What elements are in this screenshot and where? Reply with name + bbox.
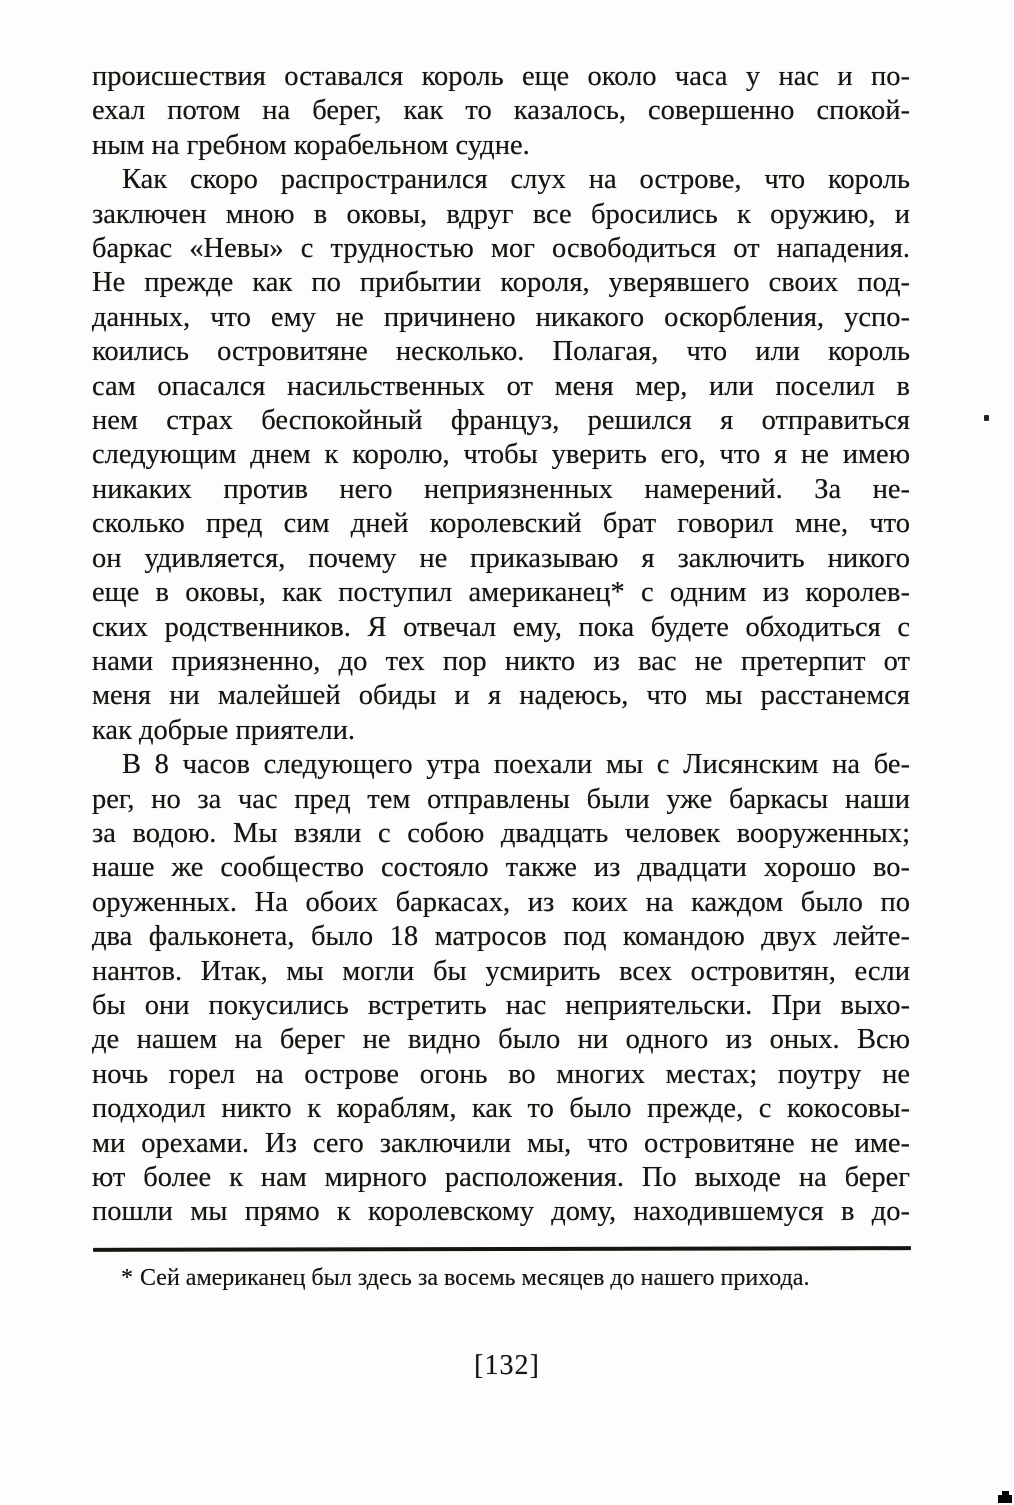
text-line: данных, что ему не причинено никакого оскорбления, успо-	[92, 301, 910, 333]
text-line: никаких против него неприязненных намерений. За не-	[92, 473, 910, 505]
page-number: [132]	[474, 1350, 540, 1381]
text-line: наше же сообщество состояло также из двадцати хорошо во-	[92, 852, 910, 884]
text-line: В 8 часов следующего утра поехали мы с Лисянским на бе-	[122, 749, 910, 781]
paragraph-2	[92, 163, 910, 748]
text-line: ехал потом на берег, как то казалось, совершенно спокой-	[92, 95, 910, 127]
text-line: оруженных. На обоих баркасах, из коих на каждом было по	[92, 886, 910, 918]
text-line: за водою. Мы взяли с собою двадцать человек вооруженных;	[92, 817, 910, 849]
text-line: коились островитяне несколько. Полагая, что или король	[92, 336, 910, 368]
text-line: подходил никто к кораблям, как то было прежде, с кокосовы-	[92, 1093, 910, 1125]
paragraph-3	[92, 748, 910, 1230]
text-line: как добрые приятели.	[92, 714, 356, 746]
text-line: ночь горел на острове огонь во многих местах; поутру не	[92, 1058, 910, 1090]
scan-speck	[984, 415, 989, 421]
text-line: он удивляется, почему не приказываю я заключить никого	[92, 542, 910, 574]
main-text	[92, 60, 910, 1230]
text-line: ным на гребном корабельном судне.	[92, 129, 530, 161]
scan-corner-artifact	[998, 1495, 1012, 1503]
text-line: бы они покусились встретить нас неприятельски. При выхо-	[92, 989, 910, 1021]
text-line: еще в оковы, как поступил американец* с одним из королев-	[92, 577, 910, 609]
text-line: следующим днем к королю, чтобы уверить его, что я не имею	[92, 439, 910, 471]
text-line: пошли мы прямо к королевскому дому, находившемуся в до-	[92, 1196, 910, 1228]
text-line: заключен мною в оковы, вдруг все бросились к оружию, и	[92, 198, 910, 230]
text-line: сам опасался насильственных от меня мер, или поселил в	[92, 370, 910, 402]
text-line: меня ни малейшей обиды и я надеюсь, что мы расстанемся	[92, 680, 910, 712]
text-line: рег, но за час пред тем отправлены были уже баркасы наши	[92, 783, 910, 815]
text-line: ми орехами. Из сего заключили мы, что островитяне не име-	[92, 1127, 910, 1159]
text-line: ских родственников. Я отвечал ему, пока будете обходиться с	[92, 611, 910, 643]
footnote-text: Сей американец был здесь за восемь месяцев до нашего прихода.	[140, 1265, 810, 1291]
footnote-separator-rule	[93, 1246, 911, 1252]
text-line: нем страх беспокойный француз, решился я отправиться	[92, 405, 910, 437]
text-line: Не прежде как по прибытии короля, уверявшего своих под-	[92, 267, 910, 299]
text-line: де нашем на берег не видно было ни одного из оных. Всю	[92, 1024, 910, 1056]
footnote	[121, 1263, 911, 1293]
text-line: ют более к нам мирного расположения. По выходе на берег	[92, 1162, 910, 1193]
paragraph-1	[92, 60, 910, 163]
text-line: происшествия оставался король еще около часа у нас и по-	[92, 61, 910, 92]
text-line: нами приязненно, до тех пор никто из вас не претерпит от	[92, 645, 910, 677]
text-line: баркас «Невы» с трудностью мог освободиться от нападения.	[92, 233, 910, 265]
text-line: сколько пред сим дней королевский брат говорил мне, что	[92, 508, 910, 540]
text-line: Как скоро распространился слух на острове, что король	[122, 164, 910, 196]
text-line: два фальконета, было 18 матросов под командою двух лейте-	[92, 921, 910, 953]
footnote-marker: *	[121, 1265, 133, 1291]
text-line: нантов. Итак, мы могли бы усмирить всех островитян, если	[92, 955, 910, 987]
